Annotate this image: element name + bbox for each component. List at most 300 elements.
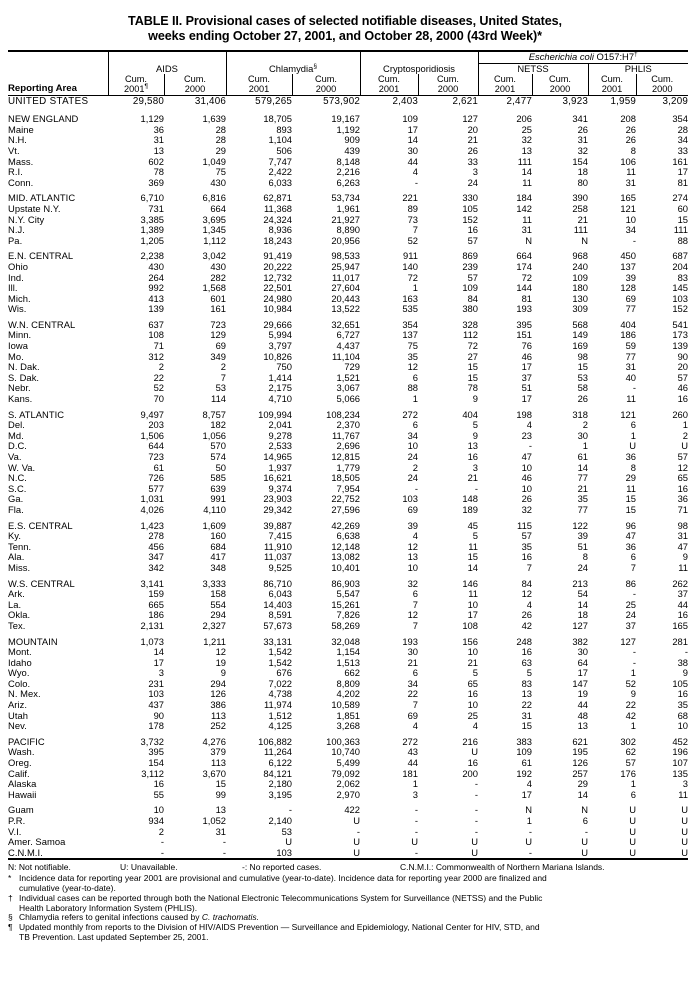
- row-value: 52: [407, 234, 418, 246]
- row-value: U: [629, 815, 636, 826]
- row-value: 31: [215, 825, 226, 837]
- header-row-supergroup: [8, 52, 688, 63]
- row-area-label: S. ATLANTIC: [8, 408, 65, 420]
- row-value: 99: [215, 788, 226, 800]
- header-subcol-aids-2000: [164, 74, 226, 95]
- row-value: 3: [158, 667, 164, 679]
- row-value: 20,956: [331, 234, 360, 246]
- row-value: 60: [677, 202, 688, 214]
- row-value: 181: [402, 767, 418, 779]
- header-subcol-cum-8: Cum.: [601, 74, 623, 85]
- row-value: U: [681, 846, 688, 858]
- row-value: 535: [402, 303, 418, 315]
- row-value: 6: [630, 551, 636, 563]
- row-value: 15,261: [331, 598, 360, 610]
- row-value: 21: [407, 656, 418, 668]
- row-value: 17: [521, 393, 532, 405]
- row-value: 2,477: [506, 96, 532, 108]
- row-value: 140: [402, 260, 418, 272]
- row-value: 404: [620, 318, 636, 330]
- row-value: 1,052: [202, 815, 226, 826]
- row-value: 2,696: [336, 440, 360, 452]
- row-value: 17: [521, 788, 532, 800]
- row-value: 129: [210, 329, 226, 341]
- header-subcol-year-2: 2001: [248, 84, 270, 95]
- row-value: 81: [677, 176, 688, 188]
- row-value: 139: [148, 303, 164, 315]
- row-area-label: Miss.: [8, 561, 31, 573]
- row-value: 12,732: [263, 271, 292, 283]
- table-bottom-rule: [8, 859, 688, 860]
- row-value: 379: [210, 746, 226, 758]
- row-value: 90: [677, 350, 688, 362]
- row-value: -: [474, 825, 478, 837]
- row-value: 16: [521, 551, 532, 563]
- row-value: 42: [521, 619, 532, 631]
- row-value: 3,923: [562, 96, 588, 108]
- row-value: 1,513: [336, 656, 360, 668]
- row-value: 57: [467, 271, 478, 283]
- row-value: 11,037: [264, 551, 292, 563]
- footnote-mark-3: ¶: [8, 922, 13, 933]
- row-area-label: MOUNTAIN: [8, 635, 58, 647]
- row-value: 130: [572, 292, 588, 304]
- row-value: 257: [572, 767, 588, 779]
- row-value: 61: [521, 757, 532, 769]
- row-value: 44: [407, 155, 418, 167]
- row-value: 51: [521, 382, 532, 394]
- row-value: 506: [276, 144, 292, 156]
- footnote-italic-2: C. trachomatis.: [201, 912, 260, 923]
- row-value: 52: [153, 382, 164, 394]
- row-value: 52: [625, 677, 636, 689]
- row-value: 144: [516, 282, 532, 294]
- row-value: U: [285, 836, 292, 848]
- row-value: 27,596: [331, 503, 360, 515]
- footnote-body-1: [19, 894, 684, 914]
- row-value: 6,816: [202, 192, 226, 204]
- row-value: 6: [582, 815, 588, 826]
- row-value: 430: [210, 260, 226, 272]
- row-value: 11: [468, 588, 478, 600]
- row-value: 16: [153, 778, 164, 790]
- row-value: 1,851: [336, 709, 360, 721]
- legend-not-notifiable: N: Not notifiable.: [8, 862, 71, 873]
- row-value: 6,043: [268, 588, 292, 600]
- row-value: 13: [153, 144, 164, 156]
- row-value: 1,154: [336, 646, 360, 658]
- row-value: 3: [682, 778, 688, 790]
- row-value: 83: [521, 677, 532, 689]
- row-value: 29: [625, 472, 636, 484]
- row-value: 6: [412, 419, 418, 431]
- row-value: 11,017: [332, 271, 360, 283]
- row-value: 639: [210, 482, 226, 494]
- row-value: 1,129: [140, 113, 164, 125]
- row-value: 91,419: [263, 250, 292, 262]
- footnotes: [8, 863, 684, 942]
- row-value: 9,497: [140, 408, 164, 420]
- row-value: 33: [677, 144, 688, 156]
- row-value: 81: [521, 292, 532, 304]
- row-value: 9: [630, 688, 636, 700]
- row-value: 63: [521, 656, 532, 668]
- row-value: 30: [407, 144, 418, 156]
- row-value: 127: [462, 113, 478, 125]
- row-value: 4: [526, 778, 532, 790]
- row-value: 8,936: [268, 224, 292, 236]
- row-value: 15: [467, 371, 478, 383]
- row-value: U: [681, 825, 688, 837]
- header-subcol-footnote-mark-0: ¶: [144, 83, 148, 91]
- row-value: 25,947: [331, 260, 360, 272]
- row-area-label: Mass.: [8, 155, 34, 167]
- row-value: 10,826: [263, 350, 292, 362]
- row-value: 32: [521, 134, 532, 146]
- row-value: 11,104: [332, 350, 360, 362]
- row-value: 23,903: [263, 493, 292, 505]
- row-value: 193: [402, 635, 418, 647]
- row-value: 4,110: [203, 503, 226, 515]
- row-value: 272: [402, 408, 418, 420]
- row-value: 15: [577, 361, 588, 373]
- row-value: 31,406: [194, 96, 226, 108]
- row-area-label: Wis.: [8, 303, 27, 315]
- row-value: 57: [521, 530, 532, 542]
- row-value: 1,609: [202, 519, 226, 531]
- row-value: 2,062: [336, 778, 360, 790]
- row-value: 3: [472, 461, 478, 473]
- row-value: 312: [148, 350, 164, 362]
- row-value: 6: [630, 419, 636, 431]
- row-value: 18: [577, 166, 588, 178]
- row-value: 35: [677, 699, 688, 711]
- row-value: 8,809: [336, 677, 360, 689]
- row-value: 3,695: [202, 213, 226, 225]
- row-value: 684: [210, 540, 226, 552]
- row-value: 147: [572, 677, 588, 689]
- row-value: 9: [472, 393, 478, 405]
- row-value: 341: [572, 113, 588, 125]
- row-value: -: [474, 788, 478, 800]
- row-value: 4,276: [202, 735, 226, 747]
- row-value: 14,403: [263, 598, 292, 610]
- row-value: 1,542: [268, 646, 292, 658]
- row-area-label: Wyo.: [8, 667, 30, 679]
- row-value: 452: [672, 735, 688, 747]
- row-value: 422: [344, 804, 360, 816]
- row-value: 7: [412, 699, 418, 711]
- row-value: 154: [572, 155, 588, 167]
- row-value: 2,175: [268, 382, 292, 394]
- row-value: -: [414, 815, 418, 826]
- row-value: 7: [630, 561, 636, 573]
- row-value: 893: [276, 123, 292, 135]
- row-value: 31: [625, 361, 636, 373]
- row-value: 53,734: [331, 192, 360, 204]
- row-value: 38: [677, 656, 688, 668]
- header-group-chlamydia: [226, 63, 360, 74]
- row-value: 23: [521, 429, 532, 441]
- row-value: N: [581, 804, 588, 816]
- row-value: 158: [210, 588, 226, 600]
- row-value: 348: [210, 561, 226, 573]
- row-value: 109: [572, 271, 588, 283]
- row-area-label: Ill.: [8, 282, 18, 294]
- header-subcol-year-7: 2000: [549, 84, 571, 95]
- row-value: 29: [577, 778, 588, 790]
- row-value: 32,048: [331, 635, 360, 647]
- table-row: [8, 505, 688, 516]
- row-value: U: [629, 825, 636, 837]
- row-area-label: Vt.: [8, 144, 20, 156]
- row-value: 3,195: [268, 788, 292, 800]
- row-area-label: S.C.: [8, 482, 27, 494]
- row-value: U: [629, 836, 636, 848]
- row-value: -: [414, 482, 418, 494]
- row-area-label: Oreg.: [8, 757, 32, 769]
- row-value: 404: [462, 408, 478, 420]
- row-value: 644: [148, 440, 164, 452]
- row-value: 8: [630, 144, 636, 156]
- row-value: 1: [582, 440, 588, 452]
- row-value: 16: [677, 393, 688, 405]
- row-value: 1,104: [268, 134, 292, 146]
- header-subcol-chlamydia-2001: [226, 74, 292, 95]
- row-value: 10: [467, 699, 478, 711]
- row-value: 64: [577, 656, 588, 668]
- row-area-label: N. Mex.: [8, 688, 41, 700]
- row-value: 248: [516, 635, 532, 647]
- row-value: 21: [467, 472, 478, 484]
- row-value: 200: [462, 767, 478, 779]
- row-value: 71: [153, 340, 164, 352]
- header-subcol-year-5: 2000: [437, 84, 459, 95]
- header-subcol-year-4: 2001: [378, 84, 400, 95]
- row-value: 731: [148, 202, 164, 214]
- row-value: 160: [210, 530, 226, 542]
- row-value: 90: [153, 709, 164, 721]
- row-value: 163: [402, 292, 418, 304]
- row-value: 4,026: [140, 503, 164, 515]
- row-area-label: Hawaii: [8, 788, 37, 800]
- footnote-item-1: [8, 894, 684, 914]
- row-value: 2: [158, 361, 164, 373]
- row-value: 154: [148, 757, 164, 769]
- row-value: 98: [677, 519, 688, 531]
- row-value: 272: [402, 735, 418, 747]
- row-value: 146: [462, 577, 478, 589]
- row-value: 14: [577, 598, 588, 610]
- row-value: 5,547: [336, 588, 360, 600]
- row-value: 22,501: [263, 282, 292, 294]
- row-value: 664: [210, 202, 226, 214]
- legend-no-reported-cases: -: No reported cases.: [242, 862, 322, 873]
- row-area-label: Amer. Samoa: [8, 836, 66, 848]
- row-value: 29,580: [132, 96, 164, 108]
- row-value: 541: [672, 318, 688, 330]
- row-area-label: W. Va.: [8, 461, 36, 473]
- row-value: 121: [620, 202, 636, 214]
- row-value: 12: [407, 540, 418, 552]
- row-value: 10: [467, 598, 478, 610]
- row-value: 103: [148, 688, 164, 700]
- row-value: 71: [677, 503, 688, 515]
- row-value: 186: [620, 329, 636, 341]
- header-group-aids: [108, 63, 226, 74]
- row-value: 934: [148, 815, 164, 826]
- row-value: 664: [516, 250, 532, 262]
- row-value: 909: [344, 134, 360, 146]
- row-value: 46: [677, 382, 688, 394]
- row-value: 1,112: [203, 234, 226, 246]
- row-value: 240: [572, 260, 588, 272]
- row-value: 44: [677, 598, 688, 610]
- row-value: 12: [521, 588, 532, 600]
- title-line-2: weeks ending October 27, 2001, and October 28, 2000 (43rd Week)*: [148, 29, 542, 43]
- row-value: 156: [462, 635, 478, 647]
- row-value: -: [160, 836, 164, 848]
- row-value: 1,031: [140, 493, 164, 505]
- row-value: 16,621: [263, 472, 292, 484]
- header-row-groups: [8, 63, 688, 74]
- row-value: 121: [620, 408, 636, 420]
- row-value: 281: [672, 635, 688, 647]
- row-value: 173: [672, 329, 688, 341]
- header-spacer-chlamydia: [226, 52, 360, 63]
- table-row: [8, 848, 688, 860]
- row-value: 29: [215, 144, 226, 156]
- row-value: 262: [672, 577, 688, 589]
- header-group-crypto-label: Cryptosporidiosis: [383, 62, 455, 74]
- row-value: 11: [678, 561, 688, 573]
- row-value: 31: [521, 709, 532, 721]
- row-value: -: [528, 846, 532, 858]
- row-area-label: Ohio: [8, 260, 29, 272]
- row-value: 28: [677, 123, 688, 135]
- row-value: 152: [672, 303, 688, 315]
- row-value: 62,871: [263, 192, 292, 204]
- row-value: 11: [468, 540, 478, 552]
- row-value: 32,651: [331, 318, 360, 330]
- row-value: 58,269: [331, 619, 360, 631]
- row-value: 22: [407, 688, 418, 700]
- row-value: 21: [577, 482, 588, 494]
- row-value: 103: [402, 493, 418, 505]
- row-value: 29,666: [263, 318, 292, 330]
- abbreviation-legend: [8, 863, 684, 873]
- row-value: 142: [516, 202, 532, 214]
- row-value: 2,180: [268, 778, 292, 790]
- row-value: 1: [412, 393, 418, 405]
- row-value: 15: [677, 213, 688, 225]
- row-value: 57: [625, 757, 636, 769]
- row-value: 11: [678, 788, 688, 800]
- footnote-body-3: [19, 923, 684, 943]
- row-area-label: Mont.: [8, 646, 32, 658]
- row-value: 3,067: [336, 382, 360, 394]
- row-value: 1: [630, 429, 636, 441]
- row-value: 44: [407, 757, 418, 769]
- row-value: 145: [672, 282, 688, 294]
- row-value: 2: [682, 429, 688, 441]
- row-value: 21,927: [331, 213, 360, 225]
- row-value: 22: [625, 699, 636, 711]
- row-value: 3,141: [140, 577, 164, 589]
- header-subcol-crypto-2001: [360, 74, 418, 95]
- row-value: 58: [577, 382, 588, 394]
- row-value: 77: [577, 472, 588, 484]
- row-value: 450: [620, 250, 636, 262]
- row-value: U: [353, 846, 360, 858]
- row-value: 9: [220, 667, 226, 679]
- header-spacer-area-2: [8, 63, 108, 74]
- row-value: 430: [210, 176, 226, 188]
- row-value: 36: [677, 493, 688, 505]
- row-value: 1,568: [202, 282, 226, 294]
- row-value: 264: [148, 271, 164, 283]
- row-value: 14: [577, 788, 588, 800]
- row-area-label: Mo.: [8, 350, 24, 362]
- row-value: 13,522: [331, 303, 360, 315]
- row-value: 26: [467, 144, 478, 156]
- row-value: 1: [630, 778, 636, 790]
- row-value: 6,638: [336, 530, 360, 542]
- row-value: 349: [210, 350, 226, 362]
- row-value: 37: [521, 371, 532, 383]
- table-page: [0, 14, 690, 986]
- row-value: 239: [462, 260, 478, 272]
- row-value: 25: [521, 123, 532, 135]
- row-value: 11,368: [264, 202, 292, 214]
- row-area-label: R.I.: [8, 166, 23, 178]
- row-value: 37: [625, 619, 636, 631]
- row-value: 11,910: [264, 540, 292, 552]
- row-value: 7,415: [268, 530, 292, 542]
- row-value: 73: [407, 213, 418, 225]
- row-value: 15: [467, 551, 478, 563]
- row-value: 122: [572, 519, 588, 531]
- row-area-label: Tex.: [8, 619, 26, 631]
- row-value: 112: [463, 329, 478, 341]
- row-value: 3,333: [202, 577, 226, 589]
- row-value: -: [356, 825, 360, 837]
- row-area-label: Ind.: [8, 271, 24, 283]
- header-chlamydia-footnote-mark: §: [313, 62, 317, 70]
- row-value: 2,370: [336, 419, 360, 431]
- row-value: 39,887: [263, 519, 292, 531]
- row-value: 111: [573, 224, 588, 236]
- row-value: 14: [407, 134, 418, 146]
- row-value: 6: [412, 371, 418, 383]
- header-group-cryptosporidiosis: [360, 63, 478, 74]
- header-subcol-cum-4: Cum.: [378, 74, 400, 85]
- row-value: 24: [625, 609, 636, 621]
- row-value: 17: [153, 656, 164, 668]
- header-group-ecoli: [478, 52, 688, 63]
- row-value: 28: [215, 123, 226, 135]
- row-value: 274: [672, 192, 688, 204]
- row-value: 318: [572, 408, 588, 420]
- row-value: 3,209: [662, 96, 688, 108]
- row-value: 9,278: [268, 429, 292, 441]
- row-value: 20,222: [263, 260, 292, 272]
- row-value: 59: [625, 340, 636, 352]
- row-value: 109,994: [258, 408, 292, 420]
- row-value: 8: [582, 551, 588, 563]
- row-value: 108,234: [326, 408, 360, 420]
- row-area-label: Minn.: [8, 329, 32, 341]
